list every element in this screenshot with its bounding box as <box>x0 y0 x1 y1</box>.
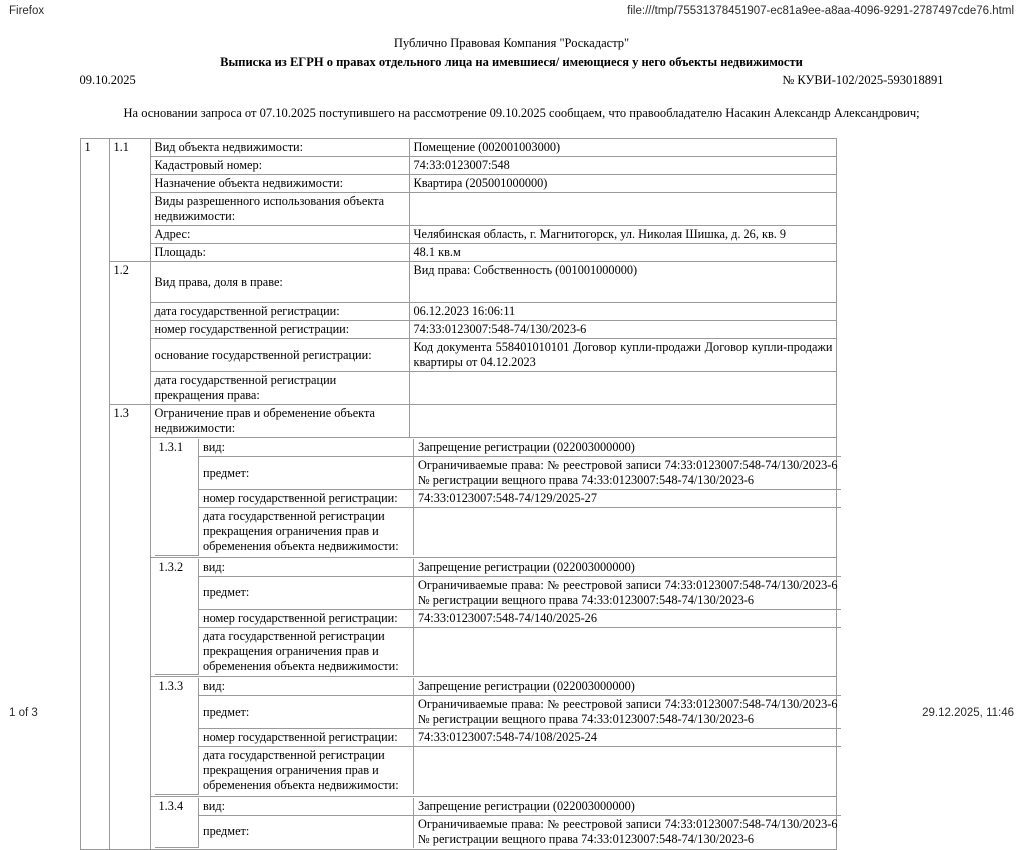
row-index-1: 1 <box>80 139 109 850</box>
field-label: основание государственной регистрации: <box>150 339 409 372</box>
table-row <box>155 576 841 609</box>
document-date: 09.10.2025 <box>79 72 136 87</box>
table-row <box>80 557 836 677</box>
table-row <box>80 226 836 244</box>
subject-line-1: Ограничиваемые права: № реестровой записи 74:33:0123007:548-74/130/2023-6 <box>418 697 838 711</box>
document-number: № КУВИ-102/2025-593018891 <box>782 72 944 87</box>
encumbrance-entry-1-3-1 <box>150 438 836 558</box>
field-label: Адрес: <box>150 226 409 244</box>
table-row <box>155 439 841 457</box>
subject-line-1: Ограничиваемые права: № реестровой записи 74:33:0123007:548-74/130/2023-6 <box>418 458 838 472</box>
field-label: номер государственной регистрации: <box>199 609 414 627</box>
print-header <box>0 5 1023 17</box>
page-title: Выписка из ЕГРН о правах отдельного лица на имевшиеся/ имеющиеся у него объекты недвижимости <box>220 54 803 69</box>
field-value <box>409 193 836 226</box>
section-index-1-2: 1.2 <box>109 262 150 405</box>
entry-index: 1.3.1 <box>155 439 199 555</box>
document-meta-row <box>79 73 945 88</box>
subject-line-2: № регистрации вещного права 74:33:0123007:548-74/130/2023-6 <box>418 712 754 726</box>
entry-index: 1.3.3 <box>155 678 199 794</box>
field-value: Запрещение регистрации (022003000000) <box>414 798 841 816</box>
table-row <box>155 609 841 627</box>
field-value: 74:33:0123007:548 <box>409 157 836 175</box>
property-table <box>80 138 837 850</box>
field-value <box>414 747 841 795</box>
subject-line-1: Ограничиваемые права: № реестровой записи 74:33:0123007:548-74/130/2023-6 <box>418 577 838 592</box>
field-value: Квартира (205001000000) <box>409 175 836 193</box>
field-value: Запрещение регистрации (022003000000) <box>414 439 841 457</box>
field-value: 74:33:0123007:548-74/140/2025-26 <box>414 609 841 627</box>
field-value <box>414 457 841 490</box>
subject-line-1: Ограничиваемые права: № реестровой записи 74:33:0123007:548-74/130/2023-6 <box>418 816 838 831</box>
field-label: номер государственной регистрации: <box>150 321 409 339</box>
field-label: Вид объекта недвижимости: <box>150 139 409 157</box>
field-label: Вид права, доля в праве: <box>150 262 409 303</box>
table-row <box>80 339 836 372</box>
field-label: вид: <box>199 678 414 696</box>
table-row <box>80 405 836 438</box>
field-value: 74:33:0123007:548-74/108/2025-24 <box>414 729 841 747</box>
table-row <box>80 139 836 157</box>
subject-line-2: № регистрации вещного права 74:33:0123007:548-74/130/2023-6 <box>418 473 754 487</box>
section-index-1-3: 1.3 <box>109 405 150 850</box>
table-row <box>80 677 836 797</box>
table-row <box>80 303 836 321</box>
entry-index: 1.3.2 <box>155 559 199 675</box>
table-row <box>155 559 841 577</box>
browser-name: Firefox <box>9 5 45 17</box>
encumbrance-subtable <box>155 678 841 795</box>
encumbrance-entry-1-3-3 <box>150 677 836 797</box>
table-row <box>155 815 841 848</box>
field-label: предмет: <box>199 696 414 729</box>
table-row <box>80 244 836 262</box>
field-value <box>414 576 841 609</box>
table-row <box>155 747 841 795</box>
encumbrance-entry-1-3-2 <box>150 557 836 677</box>
field-label: вид: <box>199 798 414 816</box>
field-label: дата государственной регистрации: <box>150 303 409 321</box>
table-row <box>80 262 836 303</box>
table-row <box>80 372 836 405</box>
field-label: номер государственной регистрации: <box>199 490 414 508</box>
field-label: предмет: <box>199 815 414 848</box>
field-label: дата государственной регистрации прекращения ограничения прав и обременения объекта недвижимости: <box>199 747 414 795</box>
encumbrance-entry-1-3-4 <box>150 796 836 850</box>
field-label: вид: <box>199 559 414 577</box>
table-row <box>80 438 836 558</box>
field-value <box>414 508 841 556</box>
field-value: 06.12.2023 16:06:11 <box>409 303 836 321</box>
table-row <box>80 796 836 850</box>
table-row <box>80 193 836 226</box>
table-row <box>155 508 841 556</box>
field-label: Площадь: <box>150 244 409 262</box>
encumbrance-subtable <box>155 439 841 556</box>
field-label: дата государственной регистрации прекращения ограничения прав и обременения объекта недвижимости: <box>199 508 414 556</box>
field-value: Помещение (002001003000) <box>409 139 836 157</box>
table-row <box>155 457 841 490</box>
intro-paragraph: На основании запроса от 07.10.2025 поступившего на рассмотрение 09.10.2025 сообщаем, что правообладателю Насакин Александр Александрович; <box>123 105 920 120</box>
field-label: предмет: <box>199 457 414 490</box>
organization-name: Публично Правовая Компания "Роскадастр" <box>393 36 630 50</box>
field-value <box>409 372 836 405</box>
field-label: дата государственной регистрации прекращения ограничения прав и обременения объекта недвижимости: <box>199 627 414 675</box>
field-value <box>414 815 841 848</box>
field-value: Запрещение регистрации (022003000000) <box>414 559 841 577</box>
field-value: Запрещение регистрации (022003000000) <box>414 678 841 696</box>
field-label: Ограничение прав и обременение объекта недвижимости: <box>150 405 409 438</box>
table-row <box>80 321 836 339</box>
field-label: Кадастровый номер: <box>150 157 409 175</box>
subject-line-2: № регистрации вещного права 74:33:0123007:548-74/130/2023-6 <box>418 592 754 607</box>
table-row <box>80 157 836 175</box>
encumbrance-subtable <box>155 559 841 676</box>
field-label: дата государственной регистрации прекращения права: <box>150 372 409 405</box>
print-footer <box>0 707 1023 719</box>
field-value: Вид права: Собственность (001001000000) <box>409 262 836 303</box>
field-value: Челябинская область, г. Магнитогорск, ул. Николая Шишка, д. 26, кв. 9 <box>409 226 836 244</box>
field-value: 48.1 кв.м <box>409 244 836 262</box>
field-label: предмет: <box>199 576 414 609</box>
field-label: Виды разрешенного использования объекта недвижимости: <box>150 193 409 226</box>
field-label: Назначение объекта недвижимости: <box>150 175 409 193</box>
entry-index: 1.3.4 <box>155 798 199 848</box>
table-row <box>80 175 836 193</box>
field-label: номер государственной регистрации: <box>199 729 414 747</box>
table-row <box>155 678 841 696</box>
field-value: 74:33:0123007:548-74/129/2025-27 <box>414 490 841 508</box>
field-value <box>414 627 841 675</box>
section-index-1-1: 1.1 <box>109 139 150 262</box>
table-row <box>155 490 841 508</box>
property-table-wrap <box>79 138 945 850</box>
field-value <box>409 405 836 438</box>
print-timestamp: 29.12.2025, 11:46 <box>922 707 1014 719</box>
field-value: 74:33:0123007:548-74/130/2023-6 <box>409 321 836 339</box>
page-number: 1 of 3 <box>9 707 38 719</box>
table-row <box>155 729 841 747</box>
table-row <box>155 627 841 675</box>
field-value: Код документа 558401010101 Договор купли-продажи Договор купли-продажи квартиры от 04.12.2023 <box>409 339 836 372</box>
page-url: file:///tmp/75531378451907-ec81a9ee-a8aa-4096-9291-2787497cde76.html <box>627 5 1014 17</box>
table-row <box>155 798 841 816</box>
subject-line-2: № регистрации вещного права 74:33:0123007:548-74/130/2023-6 <box>418 831 754 846</box>
document-body <box>0 36 1023 850</box>
field-label: вид: <box>199 439 414 457</box>
encumbrance-subtable <box>155 798 841 849</box>
